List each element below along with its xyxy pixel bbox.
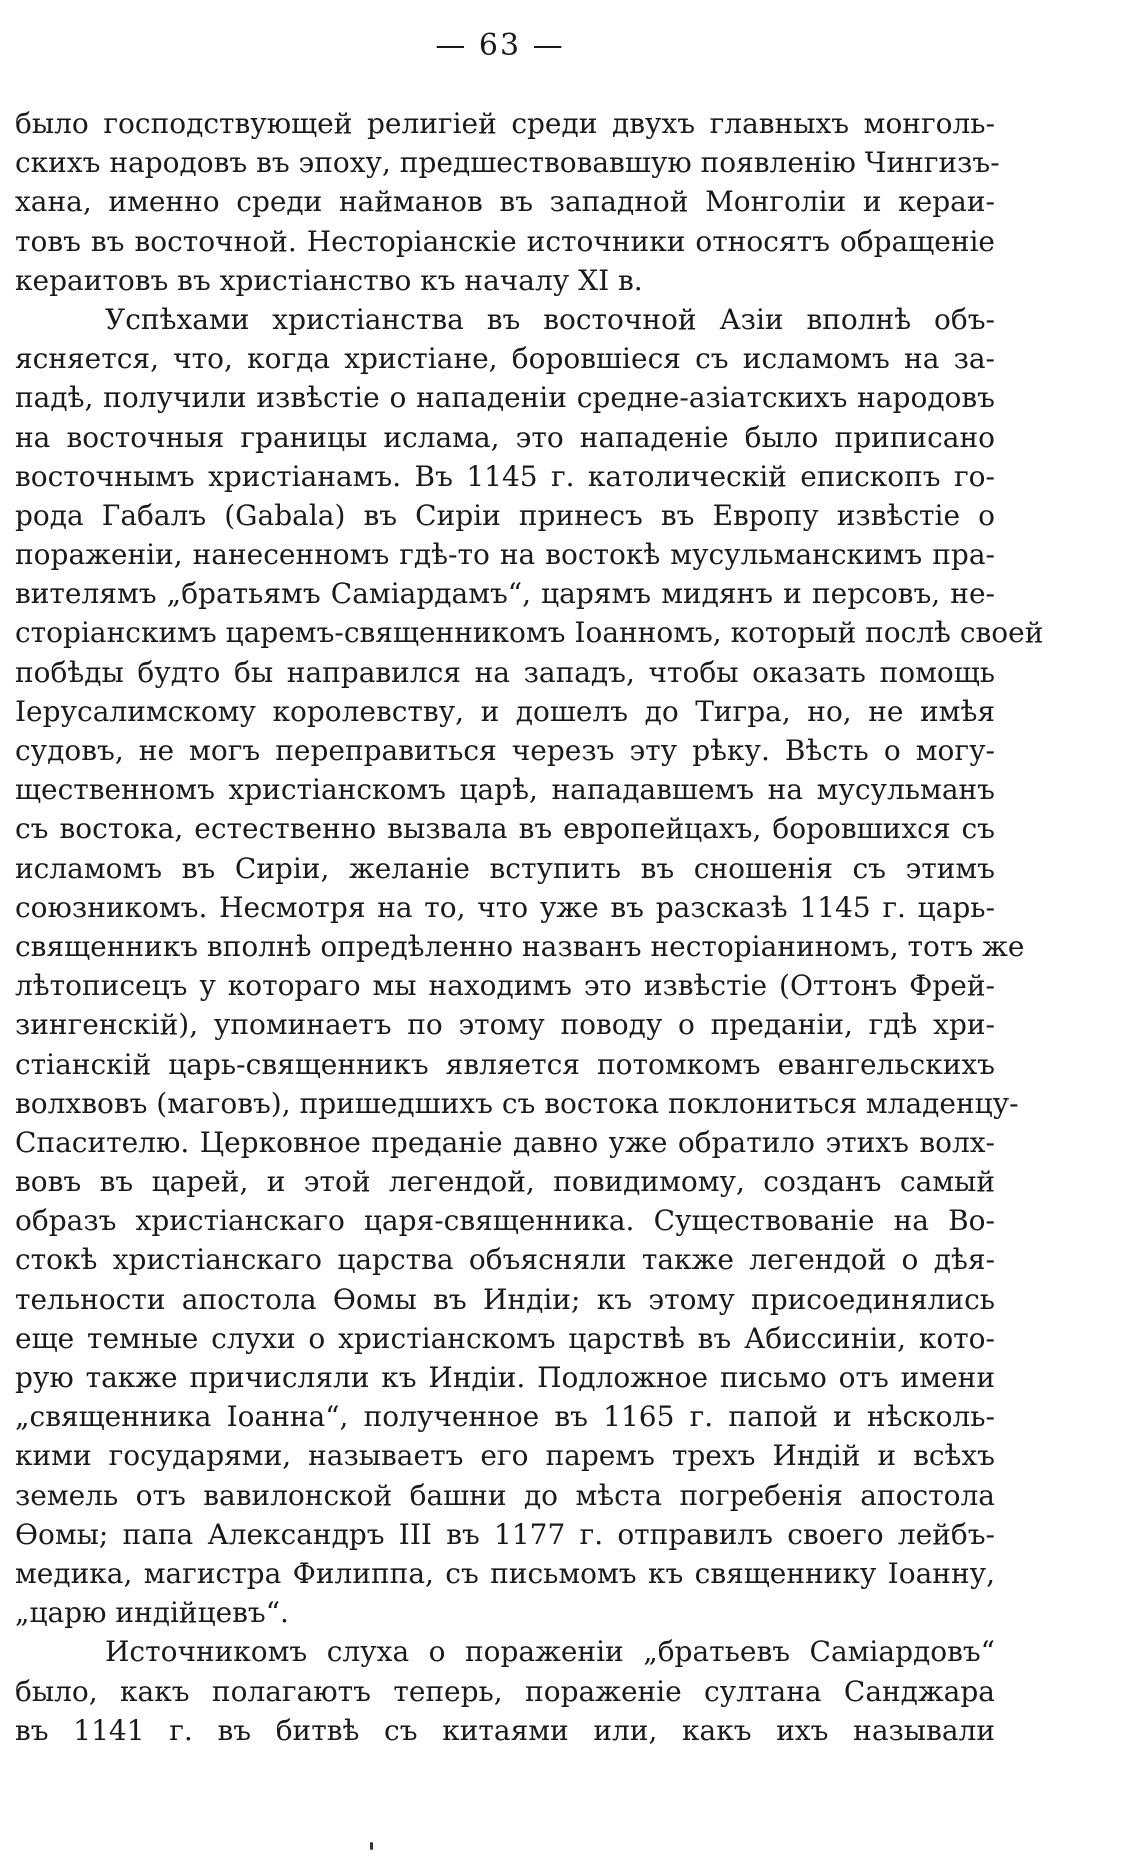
text-line: хана, именно среди найманов въ западной Монголіи и кераи- <box>15 185 995 219</box>
text-line: земель отъ вавилонской башни до мѣста погребенія апостола <box>15 1478 995 1512</box>
text-line: товъ въ восточной. Несторіанскіе источники относятъ обращеніе <box>15 224 995 258</box>
text-line: Іерусалимскому королевству, и дошелъ до Тигра, но, не имѣя <box>15 694 995 728</box>
text-line: въ 1141 г. въ битвѣ съ китаями или, какъ ихъ называли <box>15 1713 995 1747</box>
text-line: ясняется, что, когда христіане, боровшіеся съ исламомъ на за- <box>15 342 995 376</box>
print-speck <box>370 1842 373 1850</box>
text-line: судовъ, не могъ переправиться черезъ эту рѣку. Вѣсть о могу- <box>15 734 995 767</box>
text-line: сторіанскимъ царемъ-священникомъ Іоанномъ, который послѣ своей <box>15 616 1044 650</box>
body-text <box>15 104 1044 1750</box>
text-line: вовъ въ царей, и этой легендой, повидимому, созданъ самый <box>15 1165 995 1199</box>
text-line: было господствующей религіей среди двухъ главныхъ монголь- <box>15 107 995 140</box>
text-line: зингенскій), упоминаетъ по этому поводу о преданіи, гдѣ хри- <box>15 1008 995 1042</box>
text-line: стіанскій царь-священникъ является потомкомъ евангельскихъ <box>15 1047 995 1081</box>
text-line: скихъ народовъ въ эпоху, предшествовавшую появленію Чингизъ- <box>15 146 1000 180</box>
text-line: было, какъ полагаютъ теперь, пораженіе султана Санджара <box>15 1674 995 1708</box>
text-line: „священника Іоанна“, полученное въ 1165 г. папой и нѣсколь- <box>15 1400 995 1434</box>
text-line: кими государями, называетъ его паремъ трехъ Индій и всѣхъ <box>15 1439 995 1473</box>
text-line: священникъ вполнѣ опредѣленно названъ несторіаниномъ, тотъ же <box>15 929 1025 963</box>
text-line: кераитовъ въ христіанство къ началу XI в. <box>15 263 643 297</box>
text-line: пораженіи, нанесенномъ гдѣ-то на востокѣ мусульманскимъ пра- <box>15 538 995 572</box>
text-line: стокѣ христіанскаго царства объясняли также легендой о дѣя- <box>15 1243 995 1277</box>
text-line: лѣтописецъ у котораго мы находимъ это извѣстіе (Оттонъ Фрей- <box>15 969 995 1003</box>
text-line: Спасителю. Церковное преданіе давно уже обратило этихъ волх- <box>15 1125 995 1159</box>
text-line: тельности апостола Ѳомы въ Индіи; къ этому присоединялись <box>15 1282 995 1316</box>
text-line: щественномъ христіанскомъ царѣ, нападавшемъ на мусульманъ <box>15 773 995 807</box>
text-line: вителямъ „братьямъ Саміардамъ“, царямъ мидянъ и персовъ, не- <box>15 577 995 611</box>
text-line: падѣ, получили извѣстіе о нападеніи средне-азіатскихъ народовъ <box>15 381 995 415</box>
text-line: на восточныя границы ислама, это нападеніе было приписано <box>15 420 995 454</box>
text-line: Ѳомы; папа Александръ III въ 1177 г. отправилъ своего лейбъ- <box>15 1517 995 1551</box>
text-line: волхвовъ (маговъ), пришедшихъ съ востока поклониться младенцу- <box>15 1086 1019 1120</box>
text-line: съ востока, естественно вызвала въ европейцахъ, боровшихся съ <box>15 812 995 846</box>
text-line: медика, магистра Филиппа, съ письмомъ къ священнику Іоанну, <box>15 1556 995 1590</box>
text-line: рода Габалъ (Gabala) въ Сиріи принесъ въ Европу извѣстіе о <box>15 498 995 532</box>
text-line: побѣды будто бы направился на западъ, чтобы оказать помощь <box>15 655 995 689</box>
text-line: образъ христіанскаго царя-священника. Существованіе на Во- <box>15 1204 995 1238</box>
text-line: восточнымъ христіанамъ. Въ 1145 г. католическій епископъ го- <box>15 459 995 493</box>
text-line: исламомъ въ Сиріи, желаніе вступить въ сношенія съ этимъ <box>15 851 995 885</box>
text-line: „царю индійцевъ“. <box>15 1596 289 1630</box>
text-line: еще темные слухи о христіанскомъ царствѣ въ Абиссиніи, кото- <box>15 1321 995 1355</box>
page-number: — 63 — <box>435 28 565 63</box>
text-line: Источникомъ слуха о пораженіи „братьевъ Саміардовъ“ <box>105 1635 995 1669</box>
text-line: Успѣхами христіанства въ восточной Азіи вполнѣ объ- <box>105 302 995 336</box>
text-line: союзникомъ. Несмотря на то, что уже въ разсказѣ 1145 г. царь- <box>15 890 995 924</box>
text-line: рую также причисляли къ Индіи. Подложное письмо отъ имени <box>15 1361 995 1394</box>
